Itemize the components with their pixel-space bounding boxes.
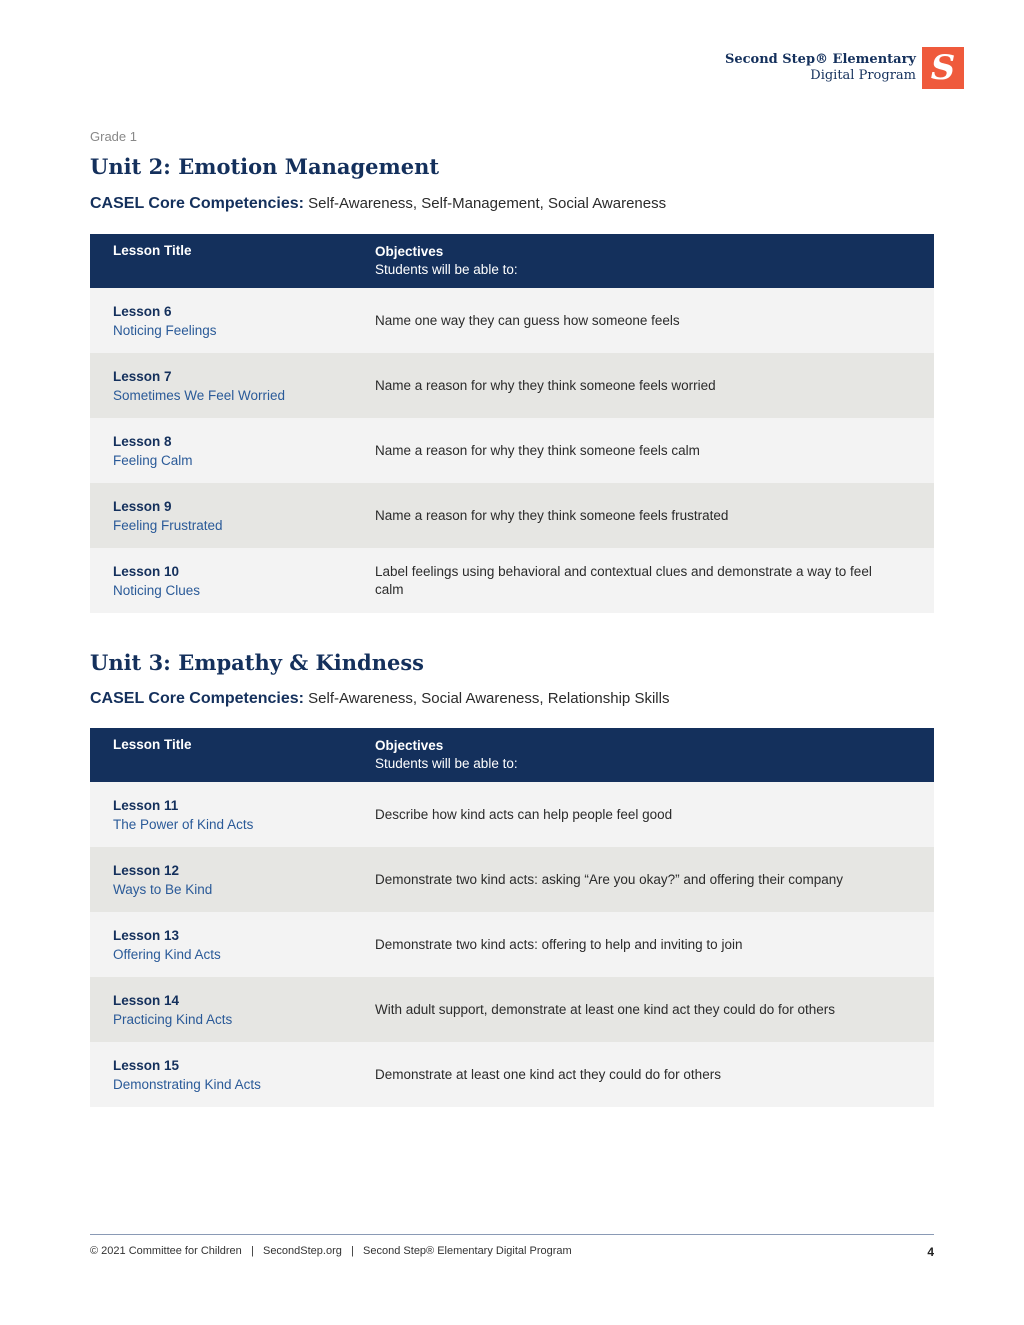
casel-competencies [90, 195, 666, 213]
lesson-name: The Power of Kind Acts [113, 816, 254, 832]
footer-text: © 2021 Committee for Children | SecondStep.org | Second Step® Elementary Digital Program [90, 1245, 572, 1257]
header-objectives [352, 234, 934, 288]
brand-subtitle: Digital Program [810, 68, 916, 83]
footer-divider [90, 1234, 934, 1235]
header-objectives-sub: Students will be able to: [375, 262, 518, 277]
lesson-name: Sometimes We Feel Worried [113, 387, 286, 403]
table-row [90, 483, 934, 548]
lesson-name: Noticing Clues [113, 582, 201, 598]
lesson-objective: Name a reason for why they think someone feels calm [375, 442, 700, 458]
table-row [90, 288, 934, 353]
lesson-objective: Describe how kind acts can help people feel good [375, 806, 673, 822]
header-objectives [352, 728, 934, 782]
lesson-name: Feeling Calm [113, 452, 193, 468]
page-number: 4 [927, 1245, 934, 1259]
casel-competencies [90, 690, 669, 708]
lesson-number: Lesson 12 [113, 862, 180, 878]
lesson-objective: Name a reason for why they think someone feels worried [375, 377, 716, 393]
table-row [90, 418, 934, 483]
lesson-name: Offering Kind Acts [113, 946, 221, 962]
header-lesson-title: Lesson Title [113, 243, 192, 258]
lesson-number: Lesson 11 [113, 797, 179, 813]
brand-text [725, 52, 916, 84]
lesson-number: Lesson 6 [113, 303, 172, 319]
casel-value: Self-Awareness, Self-Management, Social Awareness [308, 195, 667, 212]
unit-title: Unit 3: Empathy & Kindness [90, 650, 424, 675]
table-row [90, 977, 934, 1042]
grade-label: Grade 1 [90, 129, 137, 144]
table-row [90, 353, 934, 418]
brand [725, 47, 964, 89]
lesson-name: Practicing Kind Acts [113, 1011, 233, 1027]
lesson-name: Noticing Feelings [113, 322, 217, 338]
lesson-name: Demonstrating Kind Acts [113, 1076, 261, 1092]
lesson-name: Ways to Be Kind [113, 881, 213, 897]
casel-value: Self-Awareness, Social Awareness, Relationship Skills [308, 690, 670, 707]
table-row [90, 847, 934, 912]
lesson-number: Lesson 8 [113, 433, 172, 449]
lesson-name: Feeling Frustrated [113, 517, 223, 533]
table-row [90, 1042, 934, 1107]
lesson-number: Lesson 10 [113, 563, 180, 579]
lesson-number: Lesson 13 [113, 927, 180, 943]
header-objectives-title: Objectives [375, 244, 444, 259]
unit-title: Unit 2: Emotion Management [90, 154, 440, 179]
lesson-objective: Demonstrate two kind acts: asking “Are you okay?” and offering their company [375, 871, 843, 887]
second-step-logo-icon: S [922, 47, 964, 89]
table-header [90, 234, 934, 288]
lesson-objective: Demonstrate two kind acts: offering to help and inviting to join [375, 936, 743, 952]
casel-label: CASEL Core Competencies: [90, 195, 304, 212]
lesson-table [90, 728, 934, 1107]
lesson-number: Lesson 7 [113, 368, 172, 384]
lesson-objective: Label feelings using behavioral and contextual clues and demonstrate a way to feel calm [375, 563, 872, 597]
lesson-table [90, 234, 934, 613]
header-objectives-title: Objectives [375, 738, 444, 753]
table-row [90, 782, 934, 847]
lesson-objective: Demonstrate at least one kind act they could do for others [375, 1066, 721, 1082]
lesson-number: Lesson 15 [113, 1057, 180, 1073]
header-lesson-title: Lesson Title [113, 737, 192, 752]
lesson-objective: With adult support, demonstrate at least one kind act they could do for others [375, 1001, 836, 1017]
lesson-number: Lesson 14 [113, 992, 180, 1008]
lesson-objective: Name a reason for why they think someone feels frustrated [375, 507, 729, 523]
table-row [90, 912, 934, 977]
lesson-number: Lesson 9 [113, 498, 172, 514]
brand-name: Second Step® Elementary [724, 52, 916, 67]
casel-label: CASEL Core Competencies: [90, 690, 304, 707]
header-objectives-sub: Students will be able to: [375, 756, 518, 771]
table-header [90, 728, 934, 782]
lesson-objective: Name one way they can guess how someone feels [375, 312, 680, 328]
table-row [90, 548, 934, 613]
